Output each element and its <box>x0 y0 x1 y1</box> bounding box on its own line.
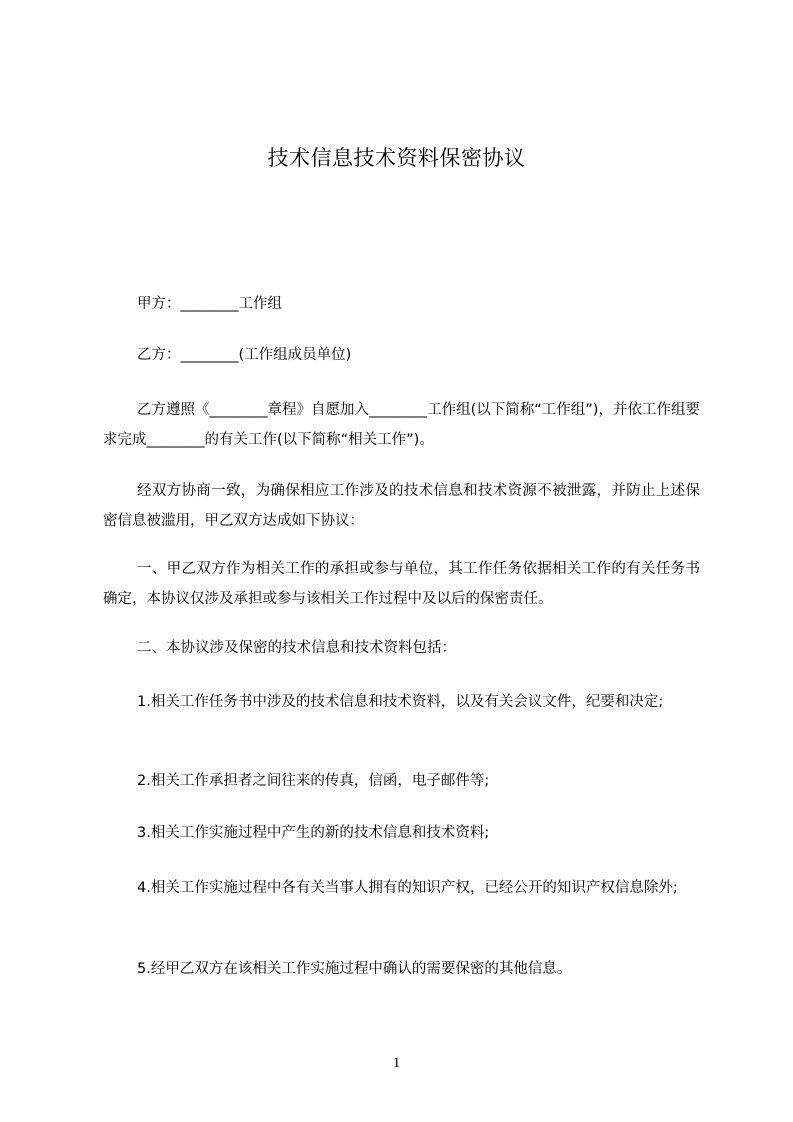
intro-paragraph: 乙方遵照《________章程》自愿加入________工作组(以下简称“工作组”)，并依工作组要求完成________的有关工作(以下简称“相关工作”)。 <box>103 402 700 448</box>
clause-1-paragraph: 一、甲乙双方作为相关工作的承担或参与单位，其工作任务依据相关工作的有关任务书确定，本协议仅涉及承担或参与该相关工作过程中及以后的保密责任。 <box>103 561 700 607</box>
clause-2-heading: 二、本协议涉及保密的技术信息和技术资料包括： <box>137 640 456 656</box>
consensus-paragraph: 经双方协商一致，为确保相应工作涉及的技术信息和技术资源不被泄露，并防止上述保密信息被滥用，甲乙双方达成如下协议： <box>103 483 700 529</box>
list-item: 5.经甲乙双方在该相关工作实施过程中确认的需要保密的其他信息。 <box>137 961 572 977</box>
party-b-line: 乙方：________(工作组成员单位) <box>137 347 352 363</box>
list-item: 4.相关工作实施过程中各有关当事人拥有的知识产权，已经公开的知识产权信息除外; <box>137 880 678 896</box>
list-item: 3.相关工作实施过程中产生的新的技术信息和技术资料; <box>137 825 490 841</box>
page-number: 1 <box>392 1055 401 1071</box>
document-title: 技术信息技术资料保密协议 <box>267 146 526 170</box>
party-a-line: 甲方：________工作组 <box>137 296 282 312</box>
list-item: 2.相关工作承担者之间往来的传真，信函，电子邮件等; <box>137 773 490 789</box>
list-item: 1.相关工作任务书中涉及的技术信息和技术资料，以及有关会议文件，纪要和决定; <box>137 694 664 710</box>
